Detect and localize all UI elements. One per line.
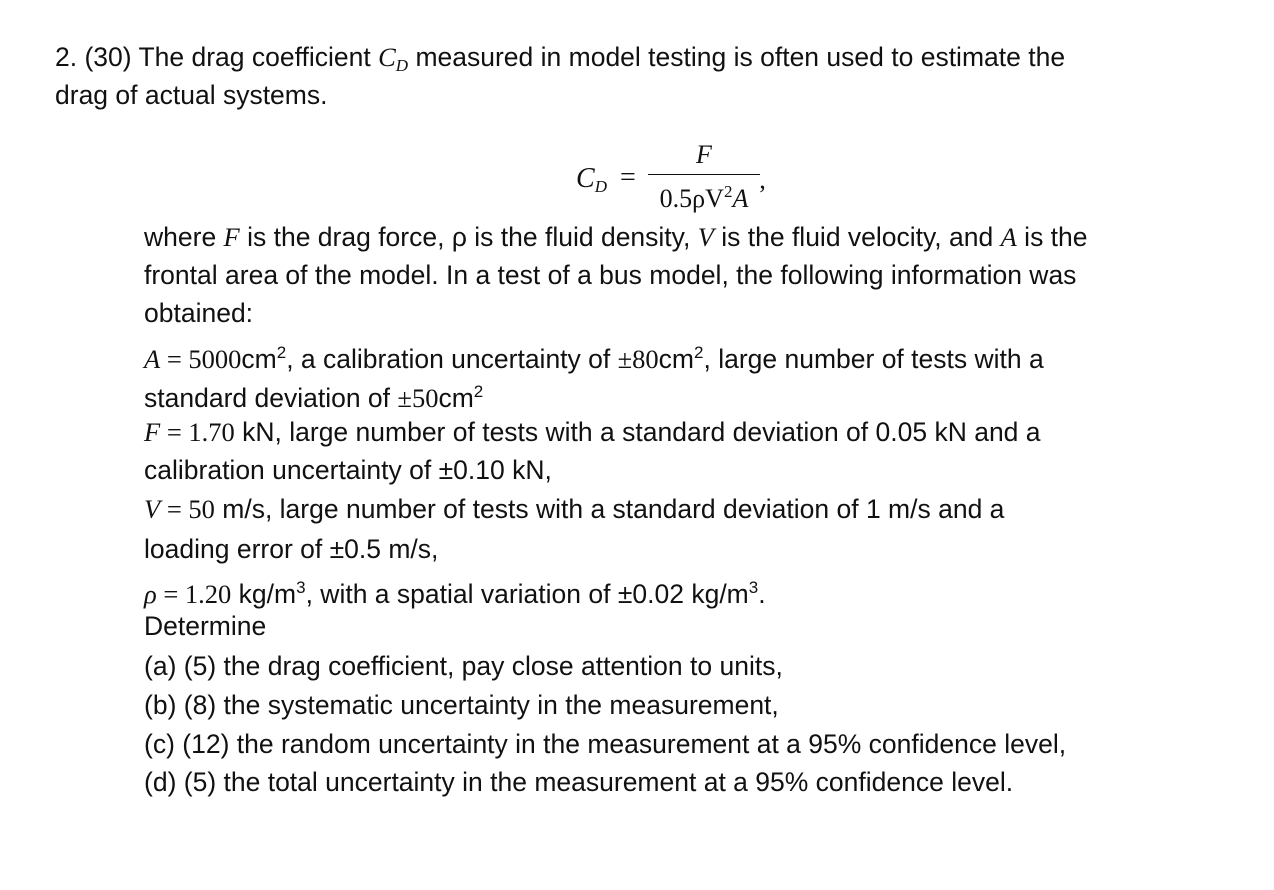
velocity-line-1	[144, 493, 1004, 525]
equation-equals: =	[620, 162, 636, 193]
area-line2-text: standard deviation of	[144, 383, 398, 413]
equation-lhs: C	[576, 163, 595, 194]
density-text-rest: , with a spatial variation of ±0.02 kg/m	[305, 579, 749, 609]
area-text-rest: , large number of tests with a	[703, 344, 1044, 374]
intro-line-1	[55, 41, 1065, 82]
fraction-denominator	[648, 177, 760, 214]
area-unit-2: cm	[658, 344, 694, 374]
area-line2-unit: cm	[438, 383, 474, 413]
density-rest-end: .	[758, 579, 766, 609]
velocity-value: = 50	[160, 494, 215, 524]
intro-text-2: drag of actual systems.	[55, 80, 328, 110]
var-f: F	[223, 222, 240, 252]
part-a	[144, 650, 783, 682]
equation-comma: ’	[758, 180, 767, 209]
density-value: = 1.20	[156, 579, 232, 609]
part-d-text: (d) (5) the total uncertainty in the measurement at a 95% confidence level.	[144, 767, 1014, 797]
area-unit-sup: 2	[276, 343, 287, 362]
velocity-text-rest: m/s, large number of tests with a standard deviation of 1 m/s and a	[214, 494, 1005, 524]
velocity-symbol: V	[144, 494, 161, 524]
density-line	[144, 572, 766, 610]
force-symbol: F	[144, 417, 161, 447]
area-calibration: ±80	[617, 344, 659, 374]
part-d	[144, 766, 1013, 798]
where-text-4: is the	[1016, 222, 1088, 252]
intro-text: 2. (30) The drag coefficient	[55, 42, 379, 72]
determine-line	[144, 610, 266, 642]
force-value: = 1.70	[160, 417, 235, 447]
where-text-1: where	[144, 222, 224, 252]
area-line-1	[144, 337, 1044, 375]
area-line2-sup: 2	[473, 382, 484, 401]
cd-symbol: C	[378, 42, 396, 72]
intro-line-2	[55, 79, 327, 111]
area-unit-2-sup: 2	[694, 343, 704, 362]
velocity-text-line2: loading error of ±0.5 m/s,	[144, 534, 439, 564]
force-text-line2: calibration uncertainty of ±0.10 kN,	[144, 455, 552, 485]
area-unit: cm	[241, 344, 277, 374]
fraction-numerator: F	[696, 140, 712, 169]
part-b	[144, 689, 779, 721]
denominator-sup: 2	[723, 182, 733, 201]
part-b-text: (b) (8) the systematic uncertainty in the measurement,	[144, 690, 779, 720]
where-line-3	[144, 297, 253, 329]
part-c	[144, 728, 1066, 760]
part-a-text: (a) (5) the drag coefficient, pay close attention to units,	[144, 651, 783, 681]
cd-subscript: D	[395, 56, 409, 75]
fraction-bar	[648, 174, 760, 175]
density-unit-sup: 3	[296, 578, 306, 597]
where-line-1	[144, 221, 1088, 253]
where-text-line2: frontal area of the model. In a test of a bus model, the following information was	[144, 260, 1077, 290]
area-std-dev: ±50	[397, 383, 439, 413]
var-v: V	[697, 222, 714, 252]
where-text-line3: obtained:	[144, 298, 254, 328]
var-a: A	[1000, 222, 1017, 252]
denominator-main: 0.5ρV	[659, 184, 724, 213]
area-text-mid: , a calibration uncertainty of	[286, 344, 618, 374]
density-rest-sup: 3	[748, 578, 759, 597]
force-line-1	[144, 416, 1041, 448]
area-symbol: A	[144, 344, 161, 374]
where-line-2	[144, 259, 1076, 291]
where-text-2: is the drag force, ρ is the fluid density,	[239, 222, 698, 252]
part-c-text: (c) (12) the random uncertainty in the measurement at a 95% confidence level,	[144, 729, 1067, 759]
equation-fraction	[648, 140, 760, 214]
where-text-3: is the fluid velocity, and	[713, 222, 1001, 252]
force-text-rest: kN, large number of tests with a standard deviation of 0.05 kN and a	[234, 417, 1041, 447]
determine-text: Determine	[144, 611, 267, 641]
density-unit: kg/m	[231, 579, 297, 609]
drag-coefficient-equation	[576, 140, 816, 212]
denominator-tail: A	[732, 184, 749, 213]
equation-lhs-sub: D	[594, 177, 607, 196]
density-symbol: ρ	[144, 579, 157, 609]
velocity-line-2	[144, 533, 438, 565]
area-value: = 5000	[160, 344, 242, 374]
area-line-2	[144, 376, 483, 414]
force-line-2	[144, 454, 552, 486]
intro-text-rest: measured in model testing is often used to estimate the	[408, 42, 1066, 72]
